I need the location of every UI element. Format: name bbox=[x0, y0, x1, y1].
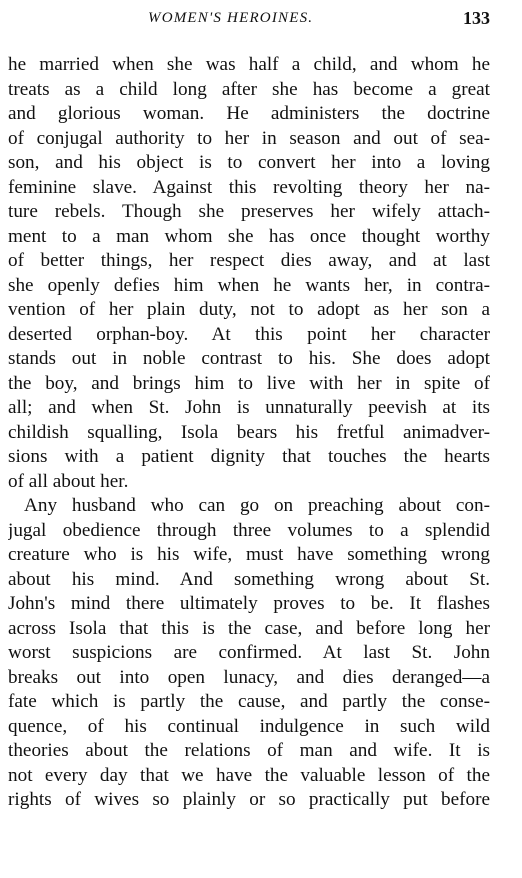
text-line: John's mind there ultimately proves to be. It flashes bbox=[8, 593, 490, 614]
text-line: son, and his object is to convert her into a loving bbox=[8, 152, 490, 173]
text-line: the boy, and brings him to live with her in spite of bbox=[8, 372, 490, 394]
paragraph-1 bbox=[8, 53, 490, 494]
text-line: deserted orphan-boy. At this point her character bbox=[8, 323, 490, 345]
text-line: all; and when St. John is unnaturally peevish at its bbox=[8, 397, 490, 418]
text-line: across Isola that this is the case, and before long her bbox=[8, 617, 490, 639]
running-header bbox=[0, 6, 522, 30]
text-line: not every day that we have the valuable lesson of the bbox=[8, 764, 490, 786]
text-line: worst suspicions are confirmed. At last St. John bbox=[8, 642, 490, 663]
text-line: stands out in noble contrast to his. She does adopt bbox=[8, 348, 490, 369]
text-line: ture rebels. Though she preserves her wifely attach- bbox=[8, 201, 490, 222]
text-line: of all about her. bbox=[8, 470, 129, 492]
text-line: breaks out into open lunacy, and dies deranged—a bbox=[8, 666, 490, 688]
text-line: ment to a man whom she has once thought worthy bbox=[8, 225, 490, 247]
text-line: he married when she was half a child, and whom he bbox=[8, 54, 490, 75]
text-line: vention of her plain duty, not to adopt as her son a bbox=[8, 299, 490, 320]
text-line: treats as a child long after she has become a great bbox=[8, 78, 490, 100]
text-line: and glorious woman. He administers the doctrine bbox=[8, 103, 490, 124]
text-line: about his mind. And something wrong about St. bbox=[8, 568, 490, 590]
text-line: of conjugal authority to her in season and out of sea- bbox=[8, 127, 490, 149]
text-line: feminine slave. Against this revolting theory her na- bbox=[8, 176, 490, 198]
text-line: Any husband who can go on preaching about con- bbox=[24, 495, 490, 516]
text-line: childish squalling, Isola bears his fretful animadver- bbox=[8, 421, 490, 443]
text-line: sions with a patient dignity that touches the hearts bbox=[8, 446, 490, 467]
text-line: of better things, her respect dies away, and at last bbox=[8, 250, 490, 271]
paragraph-2 bbox=[8, 494, 490, 813]
text-line: theories about the relations of man and wife. It is bbox=[8, 740, 490, 761]
body-text bbox=[8, 53, 490, 813]
text-line: quence, of his continual indulgence in such wild bbox=[8, 715, 490, 737]
text-line: she openly defies him when he wants her, in contra- bbox=[8, 274, 490, 296]
text-line: rights of wives so plainly or so practically put before bbox=[8, 789, 490, 810]
page-number: 133 bbox=[463, 8, 490, 28]
running-title: WOMEN'S HEROINES. bbox=[148, 10, 314, 26]
text-line: creature who is his wife, must have something wrong bbox=[8, 544, 490, 565]
text-line: jugal obedience through three volumes to a splendid bbox=[8, 519, 490, 541]
text-line: fate which is partly the cause, and partly the conse- bbox=[8, 691, 490, 712]
